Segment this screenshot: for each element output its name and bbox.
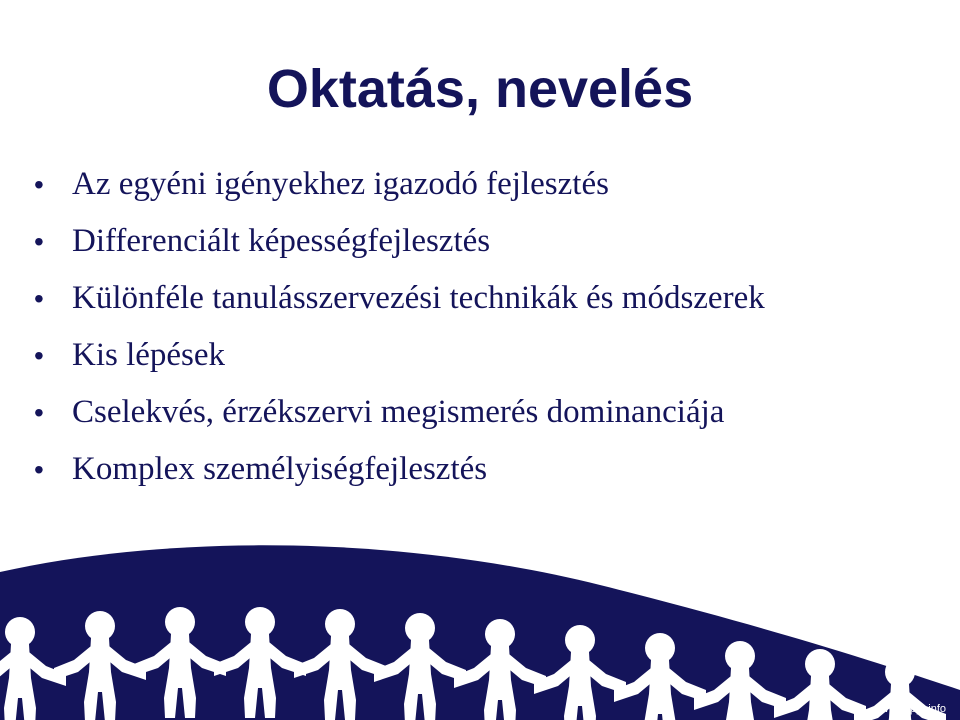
bullet-dot: • xyxy=(34,226,44,257)
bullet-dot: • xyxy=(34,397,44,428)
list-item xyxy=(34,213,934,270)
watermark: www.fppt.info xyxy=(880,703,946,715)
bullet-dot: • xyxy=(34,454,44,485)
bullet-text: Differenciált képességfejlesztés xyxy=(72,223,491,259)
list-item xyxy=(34,327,934,384)
list-item xyxy=(34,384,934,441)
people-chain-icon xyxy=(0,540,960,720)
bullet-dot: • xyxy=(34,283,44,314)
list-item xyxy=(34,270,934,327)
bullet-list xyxy=(34,156,934,498)
list-item xyxy=(34,441,934,498)
bullet-dot: • xyxy=(34,169,44,200)
list-item xyxy=(34,156,934,213)
bullet-dot: • xyxy=(34,340,44,371)
bullet-text: Különféle tanulásszervezési technikák és módszerek xyxy=(72,280,765,316)
slide-title: Oktatás, nevelés xyxy=(266,59,694,119)
bullet-text: Kis lépések xyxy=(72,337,226,373)
bullet-text: Komplex személyiségfejlesztés xyxy=(72,451,488,487)
bullet-text: Az egyéni igényekhez igazodó fejlesztés xyxy=(72,166,609,202)
bullet-text: Cselekvés, érzékszervi megismerés dominanciája xyxy=(72,394,725,430)
